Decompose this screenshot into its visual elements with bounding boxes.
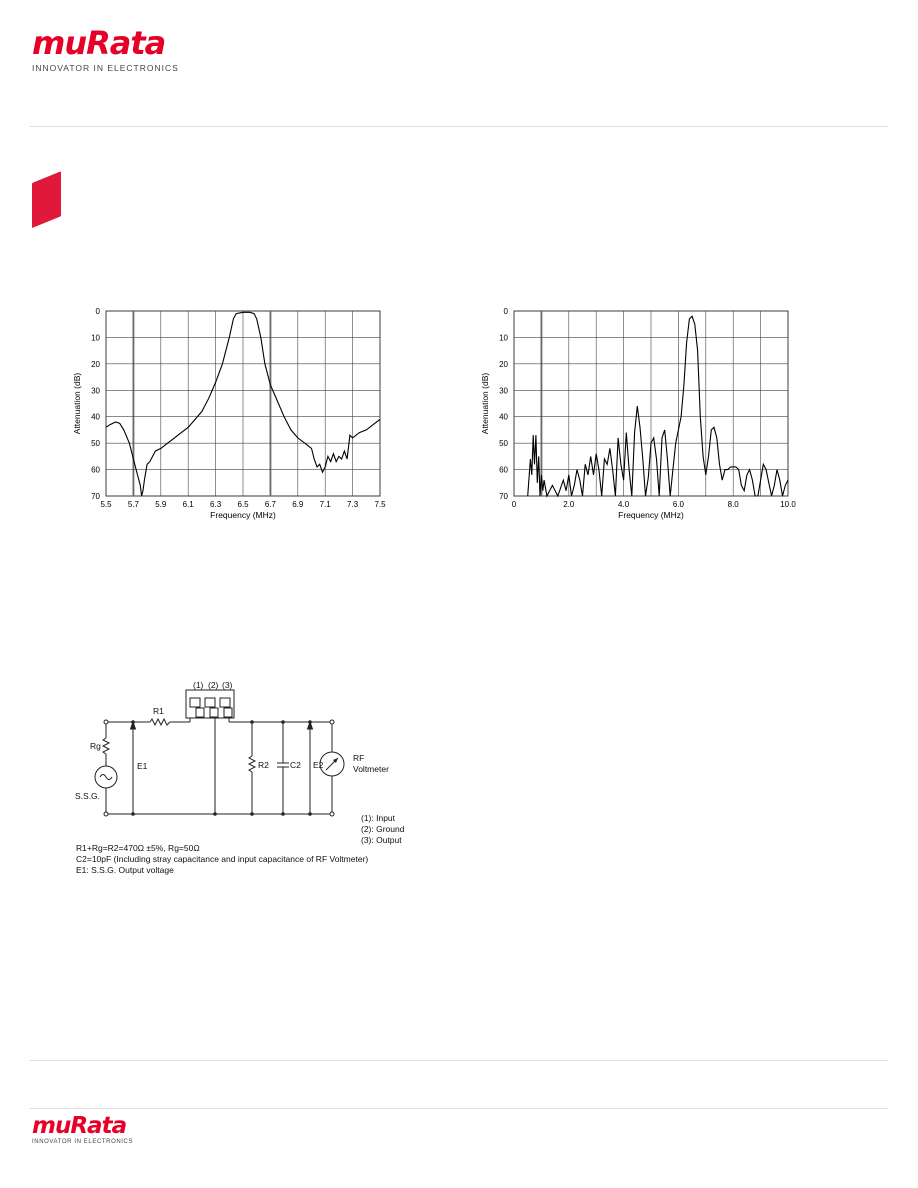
section-marker: [32, 171, 61, 228]
x-axis-label: Frequency (MHz): [618, 510, 684, 520]
footer-logo: [32, 1114, 133, 1145]
label-rg: Rg: [90, 741, 101, 751]
label-c2: C2: [290, 760, 301, 770]
x-tick-label: 7.3: [347, 500, 359, 509]
x-tick-label: 5.5: [100, 500, 112, 509]
label-voltmeter: Voltmeter: [353, 764, 389, 774]
circuit-note-1: R1+Rg=R2=470Ω ±5%, Rg=50Ω: [76, 843, 200, 853]
y-tick-label: 50: [91, 439, 100, 449]
y-tick-label: 10: [499, 333, 508, 343]
x-tick-label: 8.0: [727, 500, 739, 509]
y-tick-label: 0: [95, 307, 100, 316]
label-r1: R1: [153, 706, 164, 716]
x-tick-label: 10.0: [780, 500, 796, 509]
x-tick-label: 5.9: [155, 500, 167, 509]
y-tick-label: 20: [91, 359, 100, 369]
circuit-note-2: C2=10pF (Including stray capacitance and input capacitance of RF Voltmeter): [76, 854, 369, 864]
x-tick-label: 4.0: [618, 500, 630, 509]
y-tick-label: 40: [499, 412, 508, 422]
attenuation-chart-wide: [478, 300, 808, 525]
x-tick-label: 6.5: [237, 500, 249, 509]
circuit-note-3: E1: S.S.G. Output voltage: [76, 865, 174, 875]
x-tick-label: 6.0: [672, 500, 684, 509]
y-tick-label: 20: [499, 359, 508, 369]
x-tick-label: 2.0: [563, 500, 575, 509]
legend-input: (1): Input: [361, 813, 396, 823]
x-tick-label: 6.9: [292, 500, 304, 509]
y-tick-label: 30: [499, 386, 508, 396]
y-tick-label: 60: [499, 465, 508, 475]
footer-divider: [30, 1060, 888, 1061]
x-tick-label: 7.5: [374, 500, 386, 509]
header-divider: [30, 126, 888, 127]
footer-divider-2: [30, 1108, 888, 1109]
legend-output: (3): Output: [361, 835, 402, 845]
y-axis-label: Attenuation (dB): [72, 372, 82, 435]
label-e1: E1: [137, 761, 148, 771]
y-tick-label: 70: [499, 492, 508, 501]
x-tick-label: 6.1: [182, 500, 194, 509]
y-tick-label: 30: [91, 386, 100, 396]
y-tick-label: 10: [91, 333, 100, 343]
attenuation-chart-narrow: [70, 300, 400, 525]
label-r2: R2: [258, 760, 269, 770]
logo-tagline: INNOVATOR IN ELECTRONICS: [32, 63, 179, 73]
pin-label-2: (2): [208, 680, 219, 690]
y-tick-label: 0: [503, 307, 508, 316]
attenuation-curve: [528, 316, 788, 496]
y-axis-label: Attenuation (dB): [480, 372, 490, 435]
x-axis-label: Frequency (MHz): [210, 510, 276, 520]
footer-logo-wordmark: muRata: [32, 1113, 127, 1139]
footer-logo-tagline: INNOVATOR IN ELECTRONICS: [32, 1139, 134, 1145]
pin-label-3: (3): [222, 680, 233, 690]
label-e2: E2: [313, 760, 324, 770]
logo-wordmark: muRata: [32, 24, 166, 62]
legend-ground: (2): Ground: [361, 824, 405, 834]
test-circuit-diagram: [70, 676, 410, 886]
x-tick-label: 7.1: [319, 500, 331, 509]
pin-label-1: (1): [193, 680, 204, 690]
x-tick-label: 6.7: [264, 500, 276, 509]
y-tick-label: 40: [91, 412, 100, 422]
header-logo: [32, 26, 179, 73]
y-tick-label: 70: [91, 492, 100, 501]
x-tick-label: 5.7: [127, 500, 139, 509]
y-tick-label: 50: [499, 439, 508, 449]
y-tick-label: 60: [91, 465, 100, 475]
label-rf: RF: [353, 753, 365, 763]
label-ssg: S.S.G.: [75, 791, 101, 801]
x-tick-label: 6.3: [210, 500, 222, 509]
x-tick-label: 0: [511, 500, 517, 509]
